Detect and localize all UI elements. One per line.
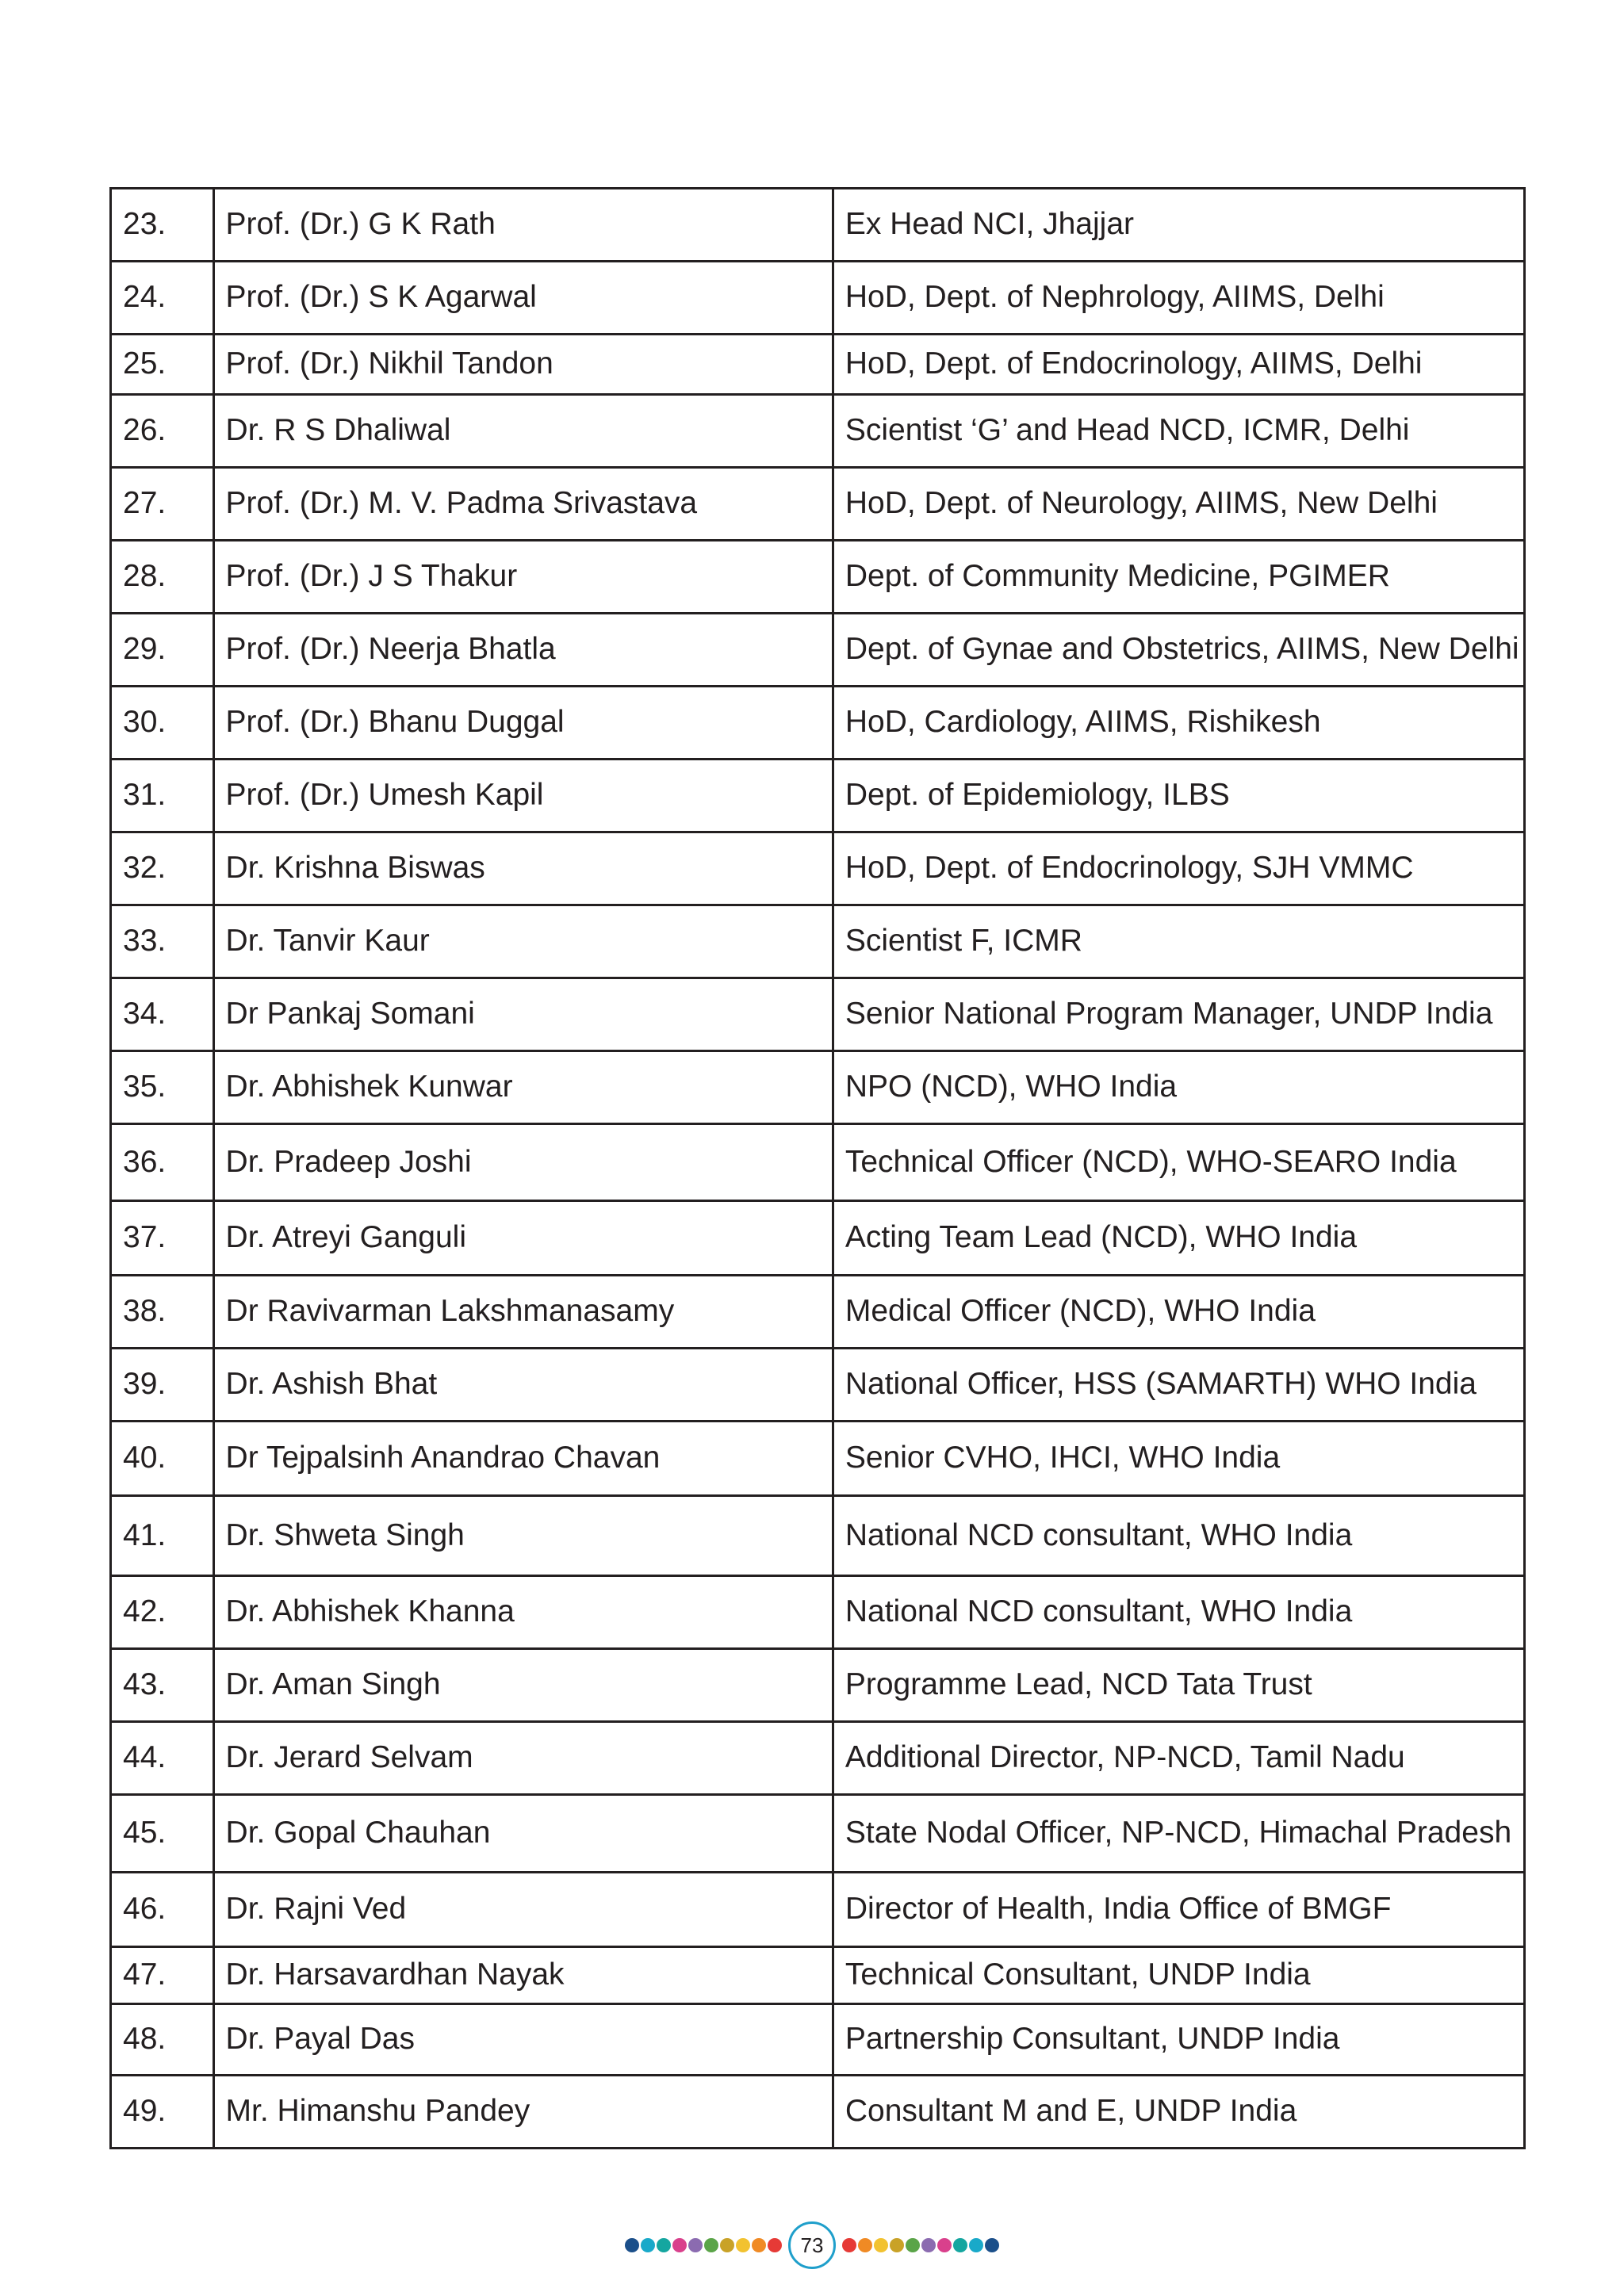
table-row	[111, 1124, 1525, 1201]
table-row	[111, 1947, 1525, 2004]
table-row	[111, 1276, 1525, 1349]
row-number: 43.	[111, 1649, 214, 1722]
member-designation: National NCD consultant, WHO India	[833, 1576, 1524, 1649]
decorative-dot	[688, 2238, 703, 2252]
table-row	[111, 614, 1525, 687]
table-row	[111, 905, 1525, 978]
member-name: Prof. (Dr.) M. V. Padma Srivastava	[213, 468, 833, 541]
row-number: 32.	[111, 832, 214, 905]
decorative-dot	[937, 2238, 952, 2252]
table-row	[111, 687, 1525, 760]
table-row	[111, 2076, 1525, 2149]
member-designation: HoD, Dept. of Endocrinology, AIIMS, Delhi	[833, 335, 1524, 395]
row-number: 37.	[111, 1201, 214, 1276]
table-row	[111, 1649, 1525, 1722]
member-designation: Medical Officer (NCD), WHO India	[833, 1276, 1524, 1349]
decorative-dot	[890, 2238, 904, 2252]
table-row	[111, 189, 1525, 262]
member-name: Dr. Ashish Bhat	[213, 1349, 833, 1422]
member-name: Dr. Jerard Selvam	[213, 1722, 833, 1795]
row-number: 33.	[111, 905, 214, 978]
decorative-dot	[752, 2238, 766, 2252]
table-row	[111, 1422, 1525, 1496]
member-designation: Acting Team Lead (NCD), WHO India	[833, 1201, 1524, 1276]
member-name: Dr. Pradeep Joshi	[213, 1124, 833, 1201]
member-designation: Senior CVHO, IHCI, WHO India	[833, 1422, 1524, 1496]
member-name: Dr Pankaj Somani	[213, 978, 833, 1051]
table-body	[111, 189, 1525, 2149]
row-number: 42.	[111, 1576, 214, 1649]
table-row	[111, 1496, 1525, 1576]
decorative-dot	[969, 2238, 983, 2252]
table-row	[111, 541, 1525, 614]
member-name: Dr. Harsavardhan Nayak	[213, 1947, 833, 2004]
row-number: 49.	[111, 2076, 214, 2149]
member-name: Dr. Atreyi Ganguli	[213, 1201, 833, 1276]
table-row	[111, 335, 1525, 395]
member-designation: State Nodal Officer, NP-NCD, Himachal Pradesh	[833, 1795, 1524, 1873]
member-name: Prof. (Dr.) S K Agarwal	[213, 262, 833, 335]
member-name: Mr. Himanshu Pandey	[213, 2076, 833, 2149]
row-number: 41.	[111, 1496, 214, 1576]
decorative-dot	[858, 2238, 872, 2252]
decorative-dot	[842, 2238, 856, 2252]
decorative-dot	[736, 2238, 750, 2252]
row-number: 29.	[111, 614, 214, 687]
row-number: 26.	[111, 395, 214, 468]
table-row	[111, 978, 1525, 1051]
member-name: Dr. Gopal Chauhan	[213, 1795, 833, 1873]
member-name: Dr. Payal Das	[213, 2004, 833, 2076]
decorative-dot	[953, 2238, 967, 2252]
row-number: 23.	[111, 189, 214, 262]
member-designation: National Officer, HSS (SAMARTH) WHO India	[833, 1349, 1524, 1422]
member-designation: HoD, Dept. of Neurology, AIIMS, New Delhi	[833, 468, 1524, 541]
page-footer	[0, 2217, 1624, 2274]
member-name: Dr. Aman Singh	[213, 1649, 833, 1722]
table-row	[111, 2004, 1525, 2076]
decorative-dots-left	[625, 2238, 782, 2252]
member-name: Prof. (Dr.) G K Rath	[213, 189, 833, 262]
member-name: Dr. Tanvir Kaur	[213, 905, 833, 978]
members-table	[109, 187, 1526, 2149]
table-row	[111, 760, 1525, 832]
member-designation: National NCD consultant, WHO India	[833, 1496, 1524, 1576]
page-number: 73	[788, 2221, 836, 2269]
member-name: Prof. (Dr.) Neerja Bhatla	[213, 614, 833, 687]
decorative-dot	[704, 2238, 718, 2252]
member-name: Dr Ravivarman Lakshmanasamy	[213, 1276, 833, 1349]
row-number: 46.	[111, 1873, 214, 1947]
member-name: Dr. R S Dhaliwal	[213, 395, 833, 468]
member-designation: Partnership Consultant, UNDP India	[833, 2004, 1524, 2076]
decorative-dot	[874, 2238, 888, 2252]
member-designation: HoD, Dept. of Nephrology, AIIMS, Delhi	[833, 262, 1524, 335]
member-designation: Scientist ‘G’ and Head NCD, ICMR, Delhi	[833, 395, 1524, 468]
member-designation: HoD, Cardiology, AIIMS, Rishikesh	[833, 687, 1524, 760]
row-number: 31.	[111, 760, 214, 832]
row-number: 25.	[111, 335, 214, 395]
member-name: Dr. Abhishek Khanna	[213, 1576, 833, 1649]
row-number: 47.	[111, 1947, 214, 2004]
row-number: 36.	[111, 1124, 214, 1201]
member-name: Prof. (Dr.) Nikhil Tandon	[213, 335, 833, 395]
decorative-dot	[720, 2238, 734, 2252]
table-row	[111, 1795, 1525, 1873]
row-number: 48.	[111, 2004, 214, 2076]
row-number: 44.	[111, 1722, 214, 1795]
member-name: Dr. Abhishek Kunwar	[213, 1051, 833, 1124]
table-row	[111, 1051, 1525, 1124]
table-row	[111, 1349, 1525, 1422]
decorative-dot	[672, 2238, 687, 2252]
decorative-dot	[768, 2238, 782, 2252]
member-designation: NPO (NCD), WHO India	[833, 1051, 1524, 1124]
member-name: Dr. Rajni Ved	[213, 1873, 833, 1947]
member-designation: Director of Health, India Office of BMGF	[833, 1873, 1524, 1947]
decorative-dot	[657, 2238, 671, 2252]
row-number: 39.	[111, 1349, 214, 1422]
decorative-dot	[625, 2238, 639, 2252]
member-designation: Additional Director, NP-NCD, Tamil Nadu	[833, 1722, 1524, 1795]
decorative-dots-right	[842, 2238, 999, 2252]
member-name: Dr. Shweta Singh	[213, 1496, 833, 1576]
member-name: Dr Tejpalsinh Anandrao Chavan	[213, 1422, 833, 1496]
decorative-dot	[921, 2238, 936, 2252]
table-row	[111, 468, 1525, 541]
row-number: 30.	[111, 687, 214, 760]
row-number: 34.	[111, 978, 214, 1051]
member-designation: Technical Officer (NCD), WHO-SEARO India	[833, 1124, 1524, 1201]
table-row	[111, 1201, 1525, 1276]
row-number: 38.	[111, 1276, 214, 1349]
table-row	[111, 832, 1525, 905]
table-row	[111, 1873, 1525, 1947]
row-number: 45.	[111, 1795, 214, 1873]
member-designation: Dept. of Epidemiology, ILBS	[833, 760, 1524, 832]
decorative-dot	[906, 2238, 920, 2252]
row-number: 35.	[111, 1051, 214, 1124]
table-row	[111, 395, 1525, 468]
table-row	[111, 1576, 1525, 1649]
member-designation: Programme Lead, NCD Tata Trust	[833, 1649, 1524, 1722]
row-number: 27.	[111, 468, 214, 541]
decorative-dot	[641, 2238, 655, 2252]
member-designation: Senior National Program Manager, UNDP India	[833, 978, 1524, 1051]
member-designation: HoD, Dept. of Endocrinology, SJH VMMC	[833, 832, 1524, 905]
table-row	[111, 262, 1525, 335]
row-number: 28.	[111, 541, 214, 614]
member-designation: Ex Head NCI, Jhajjar	[833, 189, 1524, 262]
member-designation: Dept. of Community Medicine, PGIMER	[833, 541, 1524, 614]
member-name: Prof. (Dr.) J S Thakur	[213, 541, 833, 614]
member-designation: Consultant M and E, UNDP India	[833, 2076, 1524, 2149]
member-designation: Dept. of Gynae and Obstetrics, AIIMS, New Delhi	[833, 614, 1524, 687]
row-number: 40.	[111, 1422, 214, 1496]
table-row	[111, 1722, 1525, 1795]
row-number: 24.	[111, 262, 214, 335]
member-designation: Technical Consultant, UNDP India	[833, 1947, 1524, 2004]
member-name: Prof. (Dr.) Bhanu Duggal	[213, 687, 833, 760]
member-designation: Scientist F, ICMR	[833, 905, 1524, 978]
member-name: Dr. Krishna Biswas	[213, 832, 833, 905]
member-name: Prof. (Dr.) Umesh Kapil	[213, 760, 833, 832]
decorative-dot	[985, 2238, 999, 2252]
